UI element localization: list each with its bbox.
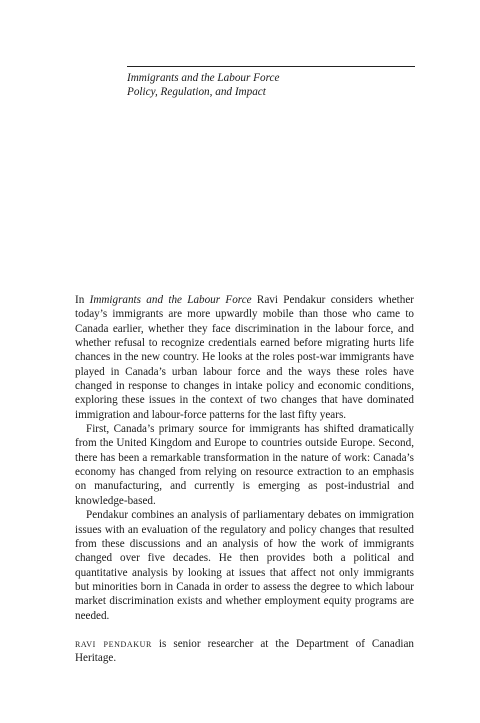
book-subtitle: Policy, Regulation, and Impact <box>127 86 266 98</box>
header-rule <box>127 66 415 67</box>
description-paragraph-1 <box>75 293 414 422</box>
author-bio <box>75 637 414 666</box>
description-paragraph-2: First, Canada’s primary source for immigrants has shifted dramatically from the United Kingdom and Europe to countries outside Europe. Second, there has been a remarkable transformation in the nature of work: Canada’s economy has changed from relying on resource extraction to an emphasis on manufacturing, and currently is emerging as post-industrial and knowledge-based. <box>75 423 414 507</box>
p1-lead: In <box>75 294 90 306</box>
author-bio-text: is senior researcher at the Department of Canadian Heritage. <box>75 637 414 665</box>
book-title-inline: Immigrants and the Labour Force <box>89 294 252 306</box>
description-paragraph-3: Pendakur combines an analysis of parliamentary debates on immigration issues with an evaluation of the regulatory and policy changes that resulted from these discussions and an analysis of how the work of immigrants changed over five decades. He then provides both a political and quantitative analysis by looking at issues that affect not only immigrants but minorities born in Canada in order to assess the degree to which labour market discrimination exists and whether employment equity programs are needed. <box>75 509 414 622</box>
p1-text: Ravi Pendakur considers whether today’s immigrants are more upwardly mobile than those who came to Canada earlier, whether they face discrimination in the labour force, and whether refusal to recognize credentials earned before migrating hurts life chances in the new country. He looks at the roles post-war immigrants have played in Canada’s urban labour force and the ways these roles have changed in response to changes in intake policy and economic conditions, exploring these issues in the context of two changes that have dominated immigration and labour-force patterns for the last fifty years. <box>75 294 414 421</box>
book-description <box>75 293 414 666</box>
book-title: Immigrants and the Labour Force <box>127 72 280 84</box>
book-title-block <box>127 71 427 99</box>
author-name: ravi pendakur <box>75 637 152 650</box>
